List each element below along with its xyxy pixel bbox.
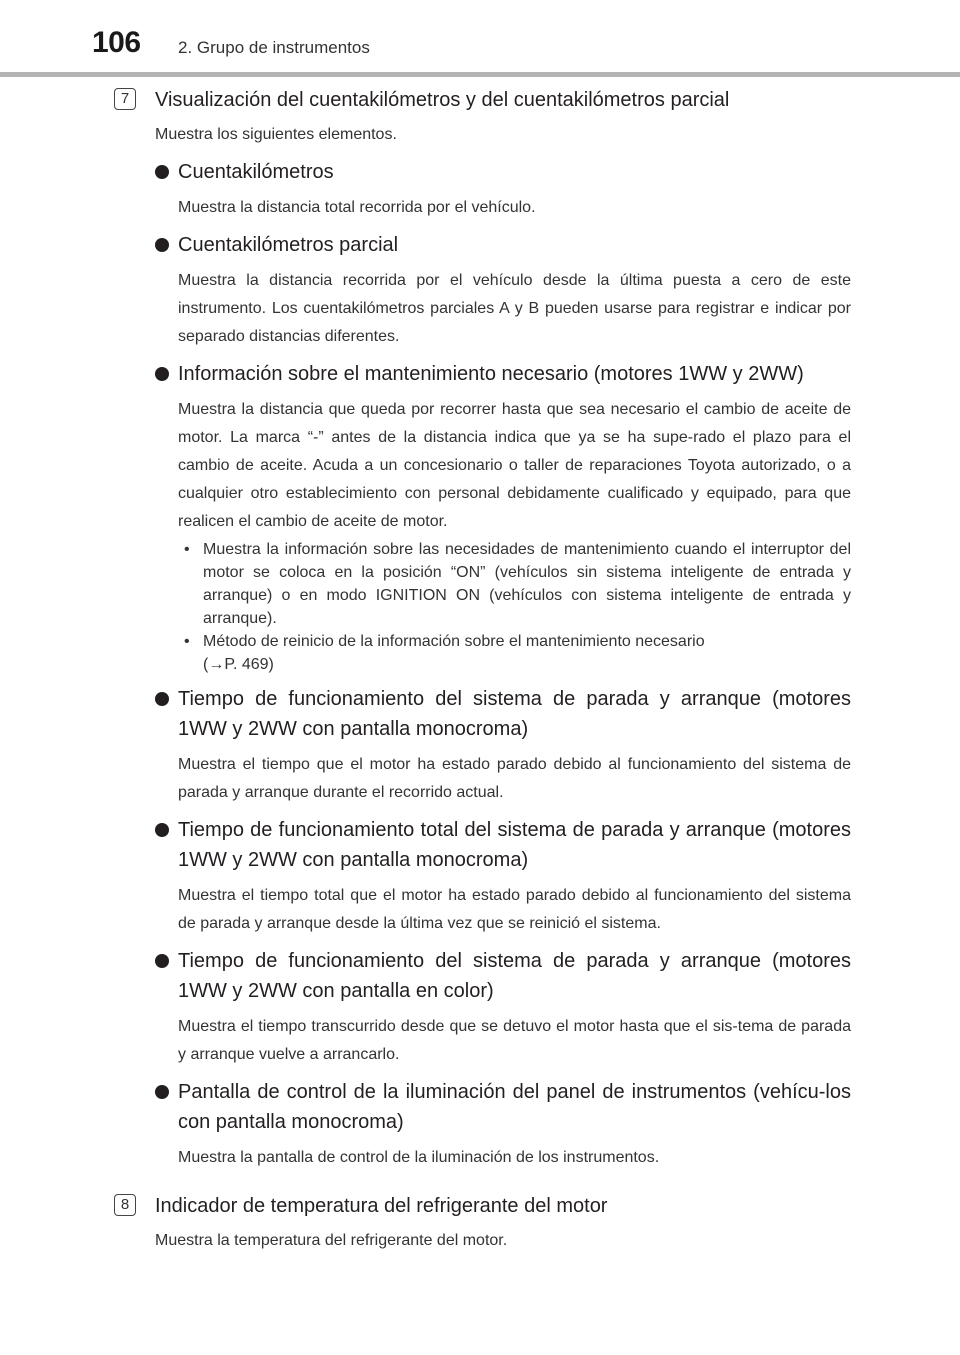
sub-bullet <box>178 538 851 630</box>
bullet-icon <box>155 692 169 706</box>
section-description: Muestra los siguientes elementos. <box>155 126 397 143</box>
item-heading <box>178 359 851 389</box>
item-description: Muestra la distancia recorrida por el vehículo desde la última puesta a cero de este instrumento. Los cuentakilómetros parciales A y B pueden usarse para registrar e indicar por separado distancias diferentes. <box>178 272 851 345</box>
item-title: Cuentakilómetros <box>178 161 334 183</box>
item-stop-start-time <box>0 684 960 807</box>
section-title: Indicador de temperatura del refrigerante del motor <box>155 1195 608 1217</box>
item-illumination-control <box>0 1077 960 1172</box>
bullet-icon <box>155 165 169 179</box>
item-stop-start-total-time <box>0 815 960 938</box>
item-heading <box>178 946 851 1006</box>
page-number: 106 <box>92 26 141 59</box>
page-reference: (→P. 469) <box>203 656 274 673</box>
item-heading <box>178 1077 851 1137</box>
section-coolant-temperature <box>0 1192 960 1255</box>
section-heading <box>120 1192 960 1220</box>
item-title: Cuentakilómetros parcial <box>178 234 399 256</box>
item-description: Muestra el tiempo total que el motor ha estado parado debido al funcionamiento del sistema de parada y arranque desde la última vez que se reinició el sistema. <box>178 887 851 932</box>
item-title: Tiempo de funcionamiento del sistema de parada y arranque (motores 1WW y 2WW con pantalla en color) <box>178 950 851 1002</box>
bullet-icon <box>155 1085 169 1099</box>
section-title: Visualización del cuentakilómetros y del cuentakilómetros parcial <box>155 89 730 111</box>
item-heading <box>178 230 851 260</box>
chapter-title: 2. Grupo de instrumentos <box>178 38 370 57</box>
sub-bullet-text: Muestra la información sobre las necesidades de mantenimiento cuando el interruptor del motor se coloca en la posición “ON” (vehículos sin sistema inteligente de entrada y arranque) o en modo IGNITION ON (vehículos con sistema inteligente de entrada y arranque). <box>203 541 851 627</box>
item-title: Tiempo de funcionamiento total del sistema de parada y arranque (motores 1WW y 2WW con pantalla monocroma) <box>178 819 851 871</box>
sub-bullet <box>178 630 851 676</box>
section-description: Muestra la temperatura del refrigerante del motor. <box>155 1232 508 1249</box>
sub-bullet-text: Método de reinicio de la información sobre el mantenimiento necesario <box>203 633 705 650</box>
bullet-icon <box>155 367 169 381</box>
bullet-icon <box>155 954 169 968</box>
page-header <box>0 0 960 78</box>
section-heading <box>120 86 960 114</box>
item-odometer <box>0 157 960 222</box>
sub-bullet-list <box>178 538 851 676</box>
callout-number-7: 7 <box>114 88 136 110</box>
item-description: Muestra la distancia total recorrida por el vehículo. <box>178 199 536 216</box>
item-stop-start-time-color <box>0 946 960 1069</box>
small-bullet-icon: • <box>184 633 190 650</box>
item-description: Muestra el tiempo que el motor ha estado parado debido al funcionamiento del sistema de parada y arranque durante el recorrido actual. <box>178 756 851 801</box>
item-heading <box>178 815 851 875</box>
item-heading <box>178 684 851 744</box>
section-odometer-display <box>0 86 960 1172</box>
item-title: Pantalla de control de la iluminación del panel de instrumentos (vehícu-los con pantalla monocroma) <box>178 1081 851 1133</box>
item-title: Información sobre el mantenimiento necesario (motores 1WW y 2WW) <box>178 363 804 385</box>
page-content <box>0 86 960 1255</box>
bullet-icon <box>155 238 169 252</box>
item-heading <box>178 157 851 187</box>
callout-number-8: 8 <box>114 1194 136 1216</box>
small-bullet-icon: • <box>184 541 190 558</box>
item-maintenance-info <box>0 359 960 676</box>
item-description: Muestra la distancia que queda por recorrer hasta que sea necesario el cambio de aceite de motor. La marca “-” antes de la distancia indica que ya se ha supe-rado el plazo para el cambio de aceite. Acuda a un concesionario o taller de reparaciones Toyota autorizado, o a cualquier otro establecimiento con personal debidamente cualificado y equipado, para que realicen el cambio de aceite de motor. <box>178 401 851 530</box>
item-description: Muestra la pantalla de control de la iluminación de los instrumentos. <box>178 1149 660 1166</box>
item-description: Muestra el tiempo transcurrido desde que se detuvo el motor hasta que el sis-tema de parada y arranque vuelve a arrancarlo. <box>178 1018 851 1063</box>
item-title: Tiempo de funcionamiento del sistema de parada y arranque (motores 1WW y 2WW con pantalla monocroma) <box>178 688 851 740</box>
header-divider <box>0 72 960 77</box>
bullet-icon <box>155 823 169 837</box>
item-trip-meter <box>0 230 960 351</box>
